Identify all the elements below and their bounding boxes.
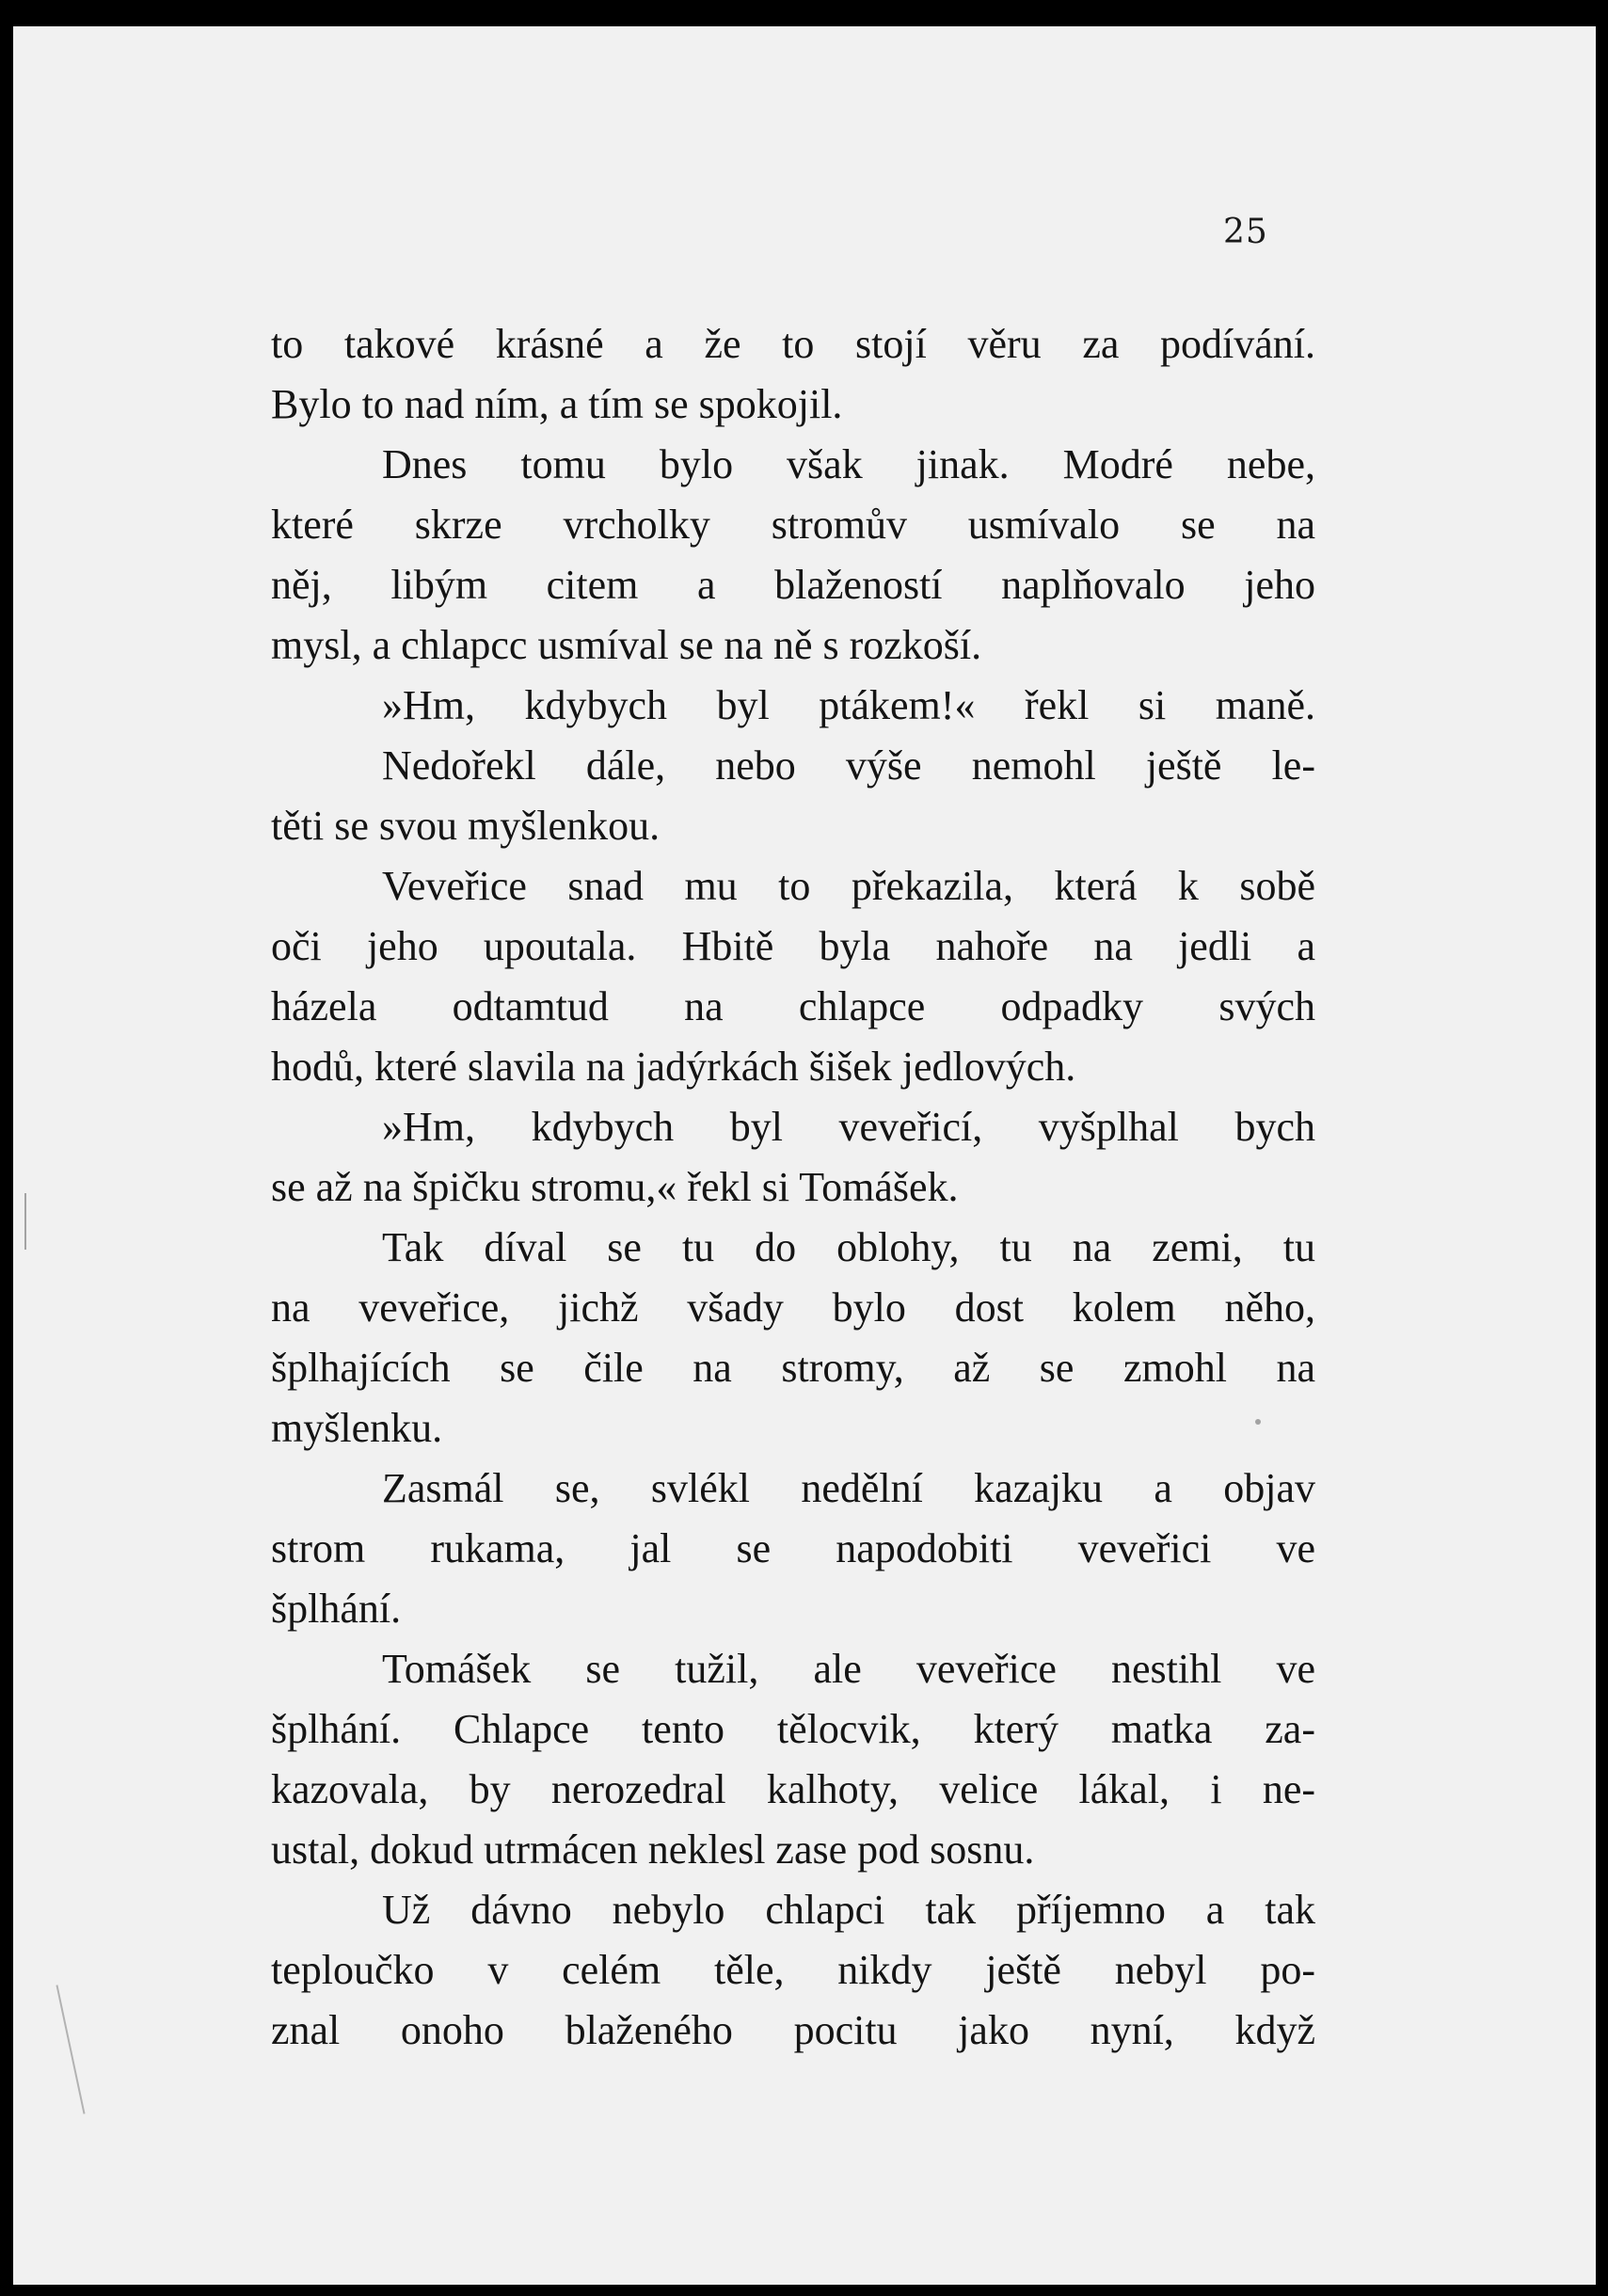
text-line: Tomášek se tužil, ale veveřice nestihl ve [382, 1646, 1315, 1692]
text-line: šplhajících se čile na stromy, až se zmohl na [271, 1345, 1315, 1391]
text-line: Už dávno nebylo chlapci tak příjemno a tak [382, 1887, 1315, 1933]
text-line: to takové krásné a že to stojí věru za podívání. [271, 321, 1315, 367]
page-number: 25 [1223, 213, 1268, 251]
text-line: teploučko v celém těle, nikdy ještě nebyl po- [271, 1947, 1315, 1993]
text-line: Zasmál se, svlékl nedělní kazajku a objav [382, 1465, 1315, 1511]
text-line: myšlenku. [271, 1405, 443, 1451]
text-line: znal onoho blaženého pocitu jako nyní, když [271, 2007, 1315, 2053]
text-line: šplhání. Chlapce tento tělocvik, který matka za- [271, 1706, 1315, 1752]
text-line: ustal, dokud utrmácen neklesl zase pod sosnu. [271, 1826, 1035, 1873]
text-line: na veveřice, jichž všady bylo dost kolem něho, [271, 1284, 1315, 1331]
text-line: »Hm, kdybych byl ptákem!« řekl si maně. [382, 682, 1315, 728]
text-line: Veveřice snad mu to překazila, která k sobě [382, 863, 1315, 909]
text-line: šplhání. [271, 1586, 402, 1632]
text-line: »Hm, kdybych byl veveřicí, vyšplhal bych [382, 1104, 1315, 1150]
text-line: strom rukama, jal se napodobiti veveřici ve [271, 1525, 1315, 1571]
scan-mark [56, 1985, 85, 2113]
text-line: Nedořekl dále, nebo výše nemohl ještě le- [382, 742, 1315, 789]
text-line: házela odtamtud na chlapce odpadky svých [271, 983, 1315, 1029]
book-page [13, 26, 1596, 2285]
scan-mark [1255, 1419, 1261, 1425]
text-line: hodů, které slavila na jadýrkách šišek jedlových. [271, 1044, 1076, 1090]
text-line: se až na špičku stromu,« řekl si Tomášek. [271, 1164, 959, 1210]
scan-mark [24, 1193, 26, 1250]
text-line: kazovala, by nerozedral kalhoty, velice lákal, i ne- [271, 1766, 1315, 1812]
text-line: těti se svou myšlenkou. [271, 803, 661, 849]
text-line: mysl, a chlapcc usmíval se na ně s rozkoší. [271, 622, 982, 668]
text-line: Tak díval se tu do oblohy, tu na zemi, tu [382, 1224, 1315, 1270]
text-line: oči jeho upoutala. Hbitě byla nahoře na jedli a [271, 923, 1315, 969]
text-line: Dnes tomu bylo však jinak. Modré nebe, [382, 441, 1315, 487]
body-text [271, 314, 1315, 2061]
text-line: Bylo to nad ním, a tím se spokojil. [271, 381, 843, 427]
text-line: něj, libým citem a blažeností naplňovalo jeho [271, 562, 1315, 608]
text-line: které skrze vrcholky stromův usmívalo se na [271, 502, 1315, 548]
